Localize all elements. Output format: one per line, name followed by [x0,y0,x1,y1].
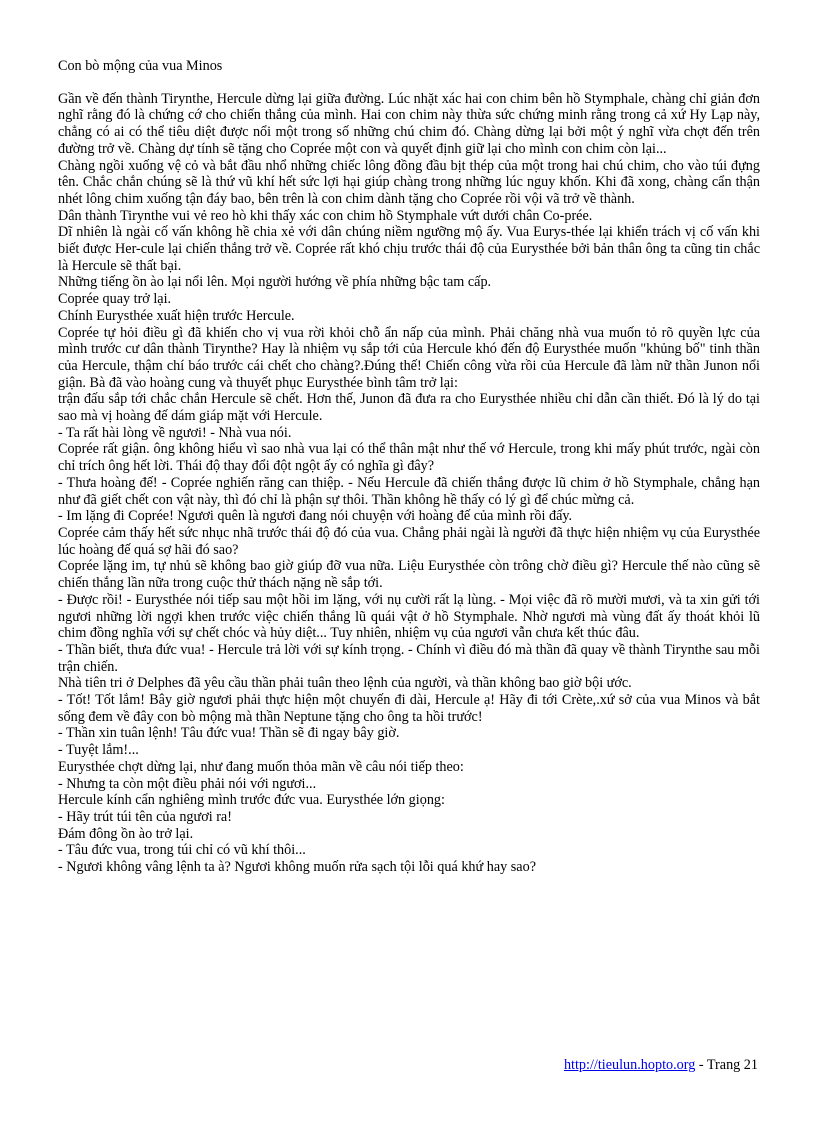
page-number: Trang 21 [706,1057,758,1073]
paragraph: - Ta rất hài lòng về ngươi! - Nhà vua nói. [58,424,292,441]
paragraph: Dân thành Tirynthe vui vẻ reo hò khi thấy xác con chim hồ Stymphale vứt dưới chân Co-prée. [58,207,593,224]
footer-separator: - [695,1057,707,1073]
document-body [58,58,760,876]
paragraph-list [58,91,760,876]
paragraph: Coprée tự hỏi điều gì đã khiến cho vị vua rời khỏi chỗ ẩn nấp của mình. Phải chăng nhà vua muốn tỏ rõ quyền lực của mình trước cư dân thành Tirynthe? Hay là nhiệm vụ sắp tới của Hercule khó đến độ Eurysthée muốn "khủng bố" tinh thần của Hercule, thậm chí báo trước cái chết cho chàng?.Đúng thế! Chiến công vừa rồi của Hercule đã làm nữ thần Junon nổi giận. Bà đã vào hoàng cung và thuyết phục Eurysthée bình tâm trở lại: [58,324,760,391]
site-link[interactable]: http://tieulun.hopto.org [563,1057,696,1073]
paragraph: - Hãy trút túi tên của ngươi ra! [58,808,232,825]
paragraph: - Tuyệt lắm!... [58,742,139,759]
paragraph: Coprée rất giận. ông không hiểu vì sao nhà vua lại có thể thân mật như thế vớ Hercule, trong khi mấy phút trước, ngài còn chỉ trích ông hết lời. Thái độ thay đổi đột ngột ấy có nghĩa gì đây? [58,441,760,475]
paragraph: Nhà tiên tri ở Delphes đã yêu cầu thần phải tuân theo lệnh của người, và thần không bao giờ bội ước. [58,675,632,692]
paragraph: Những tiếng ồn ào lại nổi lên. Mọi người hướng về phía những bậc tam cấp. [58,274,492,291]
page-footer [564,1057,758,1074]
paragraph: - Nhưng ta còn một điều phải nói với ngươi... [58,775,317,792]
paragraph: trận đấu sắp tới chắc chắn Hercule sẽ chết. Hơn thế, Junon đã đưa ra cho Eurysthée nhiều chỉ dẫn cần thiết. Đó là lý do tại sao mà vị hoàng đế dám giáp mặt với Hercule. [58,391,760,425]
paragraph: - Tốt! Tốt lắm! Bây giờ ngươi phải thực hiện một chuyến đi dài, Hercule ạ! Hãy đi tới Crète,.xứ sở của vua Minos và bắt sống đem về đây con bò mộng mà thần Neptune tặng cho ông ta hồi trước! [58,692,760,725]
paragraph: Đám đông ồn ào trở lại. [58,825,194,842]
paragraph: - Im lặng đi Coprée! Ngươi quên là ngươi đang nói chuyện với hoàng đế của mình rồi đấy. [58,508,573,525]
paragraph: Eurysthée chợt dừng lại, như đang muốn thỏa mãn về câu nói tiếp theo: [58,758,464,775]
paragraph: - Tâu đức vua, trong túi chỉ có vũ khí thôi... [58,842,306,859]
paragraph: - Ngươi không vâng lệnh ta à? Ngươi không muốn rửa sạch tội lỗi quá khứ hay sao? [58,859,536,876]
paragraph: - Thần biết, thưa đức vua! - Hercule trả lời với sự kính trọng. - Chính vì điều đó mà thần đã quay về thành Tirynthe sau mỗi trận chiến. [58,641,760,675]
paragraph: Dĩ nhiên là ngài cố vấn không hề chia xẻ với dân chúng niềm ngưỡng mộ ấy. Vua Eurys-thée lại khiển trách vị cố vấn khi biết được Her-cule lại chiến thắng trở về. Coprée rất khó chịu trước thái độ của Eurysthée bởi bản thân ông ta cũng tin chắc là Hercule sẽ thất bại. [58,224,760,274]
paragraph: Chính Eurysthée xuất hiện trước Hercule. [58,307,295,324]
paragraph: Coprée cảm thấy hết sức nhục nhã trước thái độ đó của vua. Chẳng phải ngài là người đã thực hiện nhiệm vụ của Eurysthée lúc hoàng đế quá sợ hãi đó sao? [58,524,760,558]
paragraph: Coprée lặng im, tự nhủ sẽ không bao giờ giúp đỡ vua nữa. Liệu Eurysthée còn trông chờ điều gì? Hercule thế nào cũng sẽ chiến thắng lần nữa trong cuộc thử thách nặng nề sắp tới. [58,558,760,592]
chapter-title: Con bò mộng của vua Minos [58,58,223,74]
paragraph: Gần về đến thành Tirynthe, Hercule dừng lại giữa đường. Lúc nhặt xác hai con chim bên hồ Stymphale, chàng chỉ giản đơn nghĩ rằng đó là chứng cớ cho chiến thắng của mình. Hai con chim này thừa sức chứng minh rằng trong cả xứ Hy Lạp này, chẳng có ai có thể tiêu diệt được nổi một trong số những chú chim đó. Chàng dừng lại bởi một ý nghĩ vừa chợt đến trên đường trở về. Chàng dự tính sẽ tặng cho Coprée một con và quyết định giữ lại cho mình con chim còn lại... [58,90,760,157]
paragraph: - Thần xin tuân lệnh! Tâu đức vua! Thần sẽ đi ngay bây giờ. [58,725,400,742]
paragraph: Hercule kính cẩn nghiêng mình trước đức vua. Eurysthée lớn giọng: [58,792,445,809]
paragraph: Chàng ngồi xuống vệ cỏ và bắt đầu nhổ những chiếc lông đồng đầu bịt thép của một trong hai chú chim, cho vào túi đựng tên. Chắc chắn chúng sẽ là thứ vũ khí hết sức lợi hại giúp chàng trong những lúc nguy khốn. Khi đã xong, chàng cẩn thận nhét lông chim xuống tận đáy bao, bên trên là con chim dành tặng cho Coprée rồi vội vã trở về thành. [58,157,760,207]
paragraph: Coprée quay trở lại. [58,291,172,308]
paragraph: - Thưa hoàng đế! - Coprée nghiến răng can thiệp. - Nếu Hercule đã chiến thắng được lũ chim ở hồ Stymphale, chẳng hạn như đã giết chết con vật này, thì đó chỉ là phận sự thôi. Thần không hề thấy có lý gì để chúc mừng cả. [58,474,760,508]
paragraph: - Được rồi! - Eurysthée nói tiếp sau một hồi im lặng, với nụ cười rất lạ lùng. - Mọi việc đã rõ mười mươi, và ta xin gửi tới ngươi những lời ngợi khen trước việc chiến thắng lũ quái vật ở hồ Stymphale. Nhờ ngươi mà vùng đất ấy thoát khỏi lũ chim đồng nghĩa với sự chết chóc và hủy diệt... Tuy nhiên, nhiệm vụ của ngươi vẫn chưa kết thúc đâu. [58,591,760,642]
